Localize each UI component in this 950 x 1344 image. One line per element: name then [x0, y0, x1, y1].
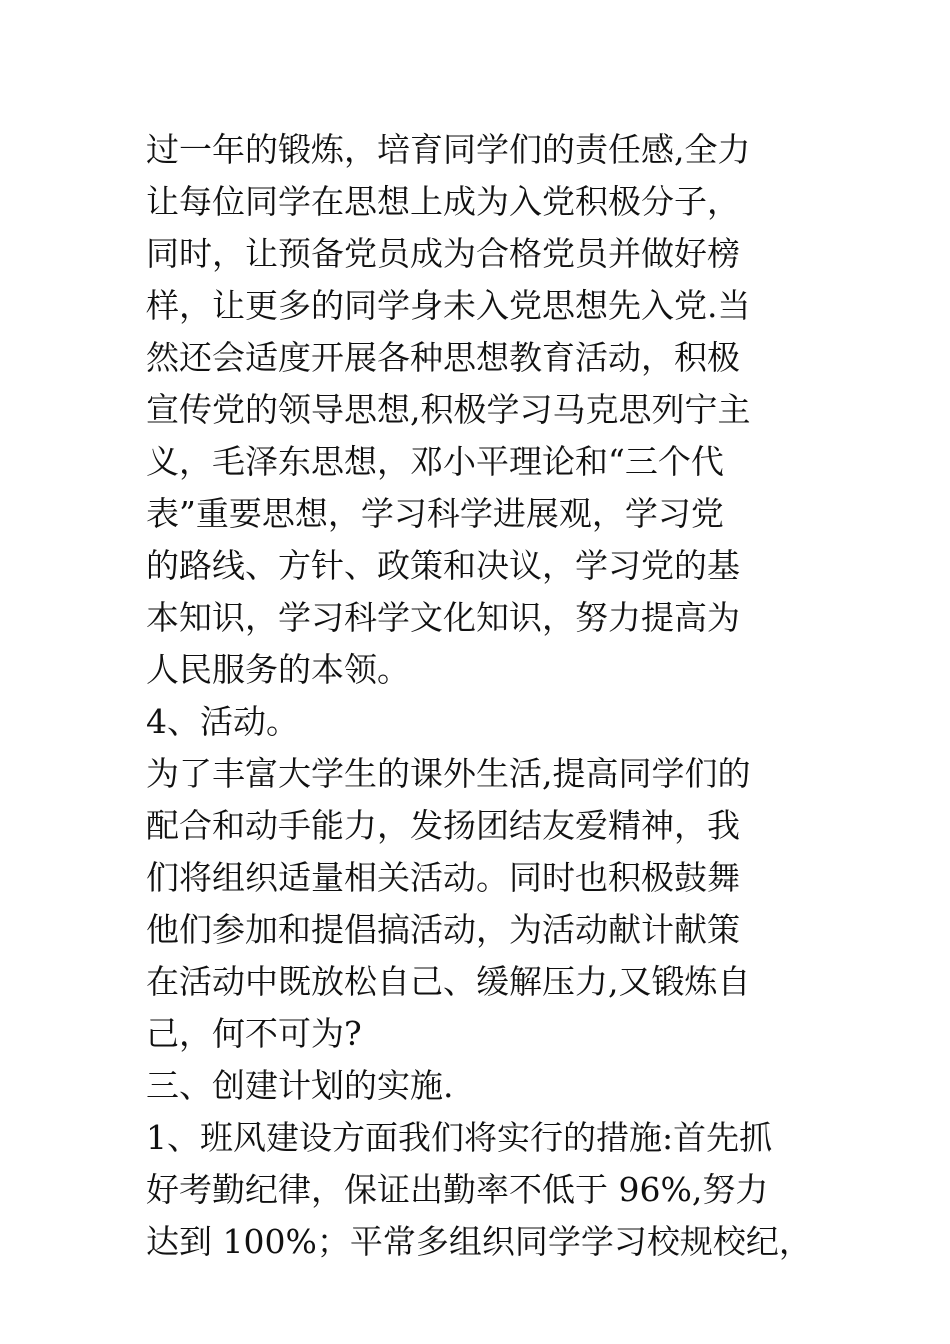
text-line: 然还会适度开展各种思想教育活动，积极: [146, 338, 740, 377]
section-heading: 4、活动。: [146, 702, 299, 741]
section-heading: 三、创建计划的实施.: [146, 1066, 454, 1105]
text-line: 在活动中既放松自己、缓解压力,又锻炼自: [146, 962, 751, 1001]
text-line: 样，让更多的同学身未入党思想先入党.当: [146, 286, 751, 325]
text-line: 们将组织适量相关活动。同时也积极鼓舞: [146, 858, 740, 897]
text-line: 表”重要思想，学习科学进展观，学习党: [146, 494, 724, 533]
text-line: 宣传党的领导思想,积极学习马克思列宁主: [146, 390, 751, 429]
document-body-text: [146, 124, 826, 1268]
text-line: 人民服务的本领。: [146, 650, 410, 689]
text-line: 让每位同学在思想上成为入党积极分子，: [146, 182, 740, 221]
text-line: 的路线、方针、政策和决议，学习党的基: [146, 546, 740, 585]
text-line: 过一年的锻炼，培育同学们的责任感,全力: [146, 130, 751, 169]
text-line: 己，何不可为?: [146, 1014, 362, 1053]
text-line: 达到 100%；平常多组织同学学习校规校纪，: [146, 1222, 812, 1261]
text-line: 为了丰富大学生的课外生活,提高同学们的: [146, 754, 751, 793]
text-line: 1、班风建设方面我们将实行的措施:首先抓: [146, 1118, 773, 1157]
text-line: 他们参加和提倡搞活动，为活动献计献策: [146, 910, 740, 949]
text-line: 好考勤纪律，保证出勤率不低于 96%,努力: [146, 1170, 769, 1209]
text-line: 义，毛泽东思想，邓小平理论和“三个代: [146, 442, 724, 481]
text-line: 配合和动手能力，发扬团结友爱精神，我: [146, 806, 740, 845]
text-line: 同时，让预备党员成为合格党员并做好榜: [146, 234, 740, 273]
text-line: 本知识，学习科学文化知识，努力提高为: [146, 598, 740, 637]
